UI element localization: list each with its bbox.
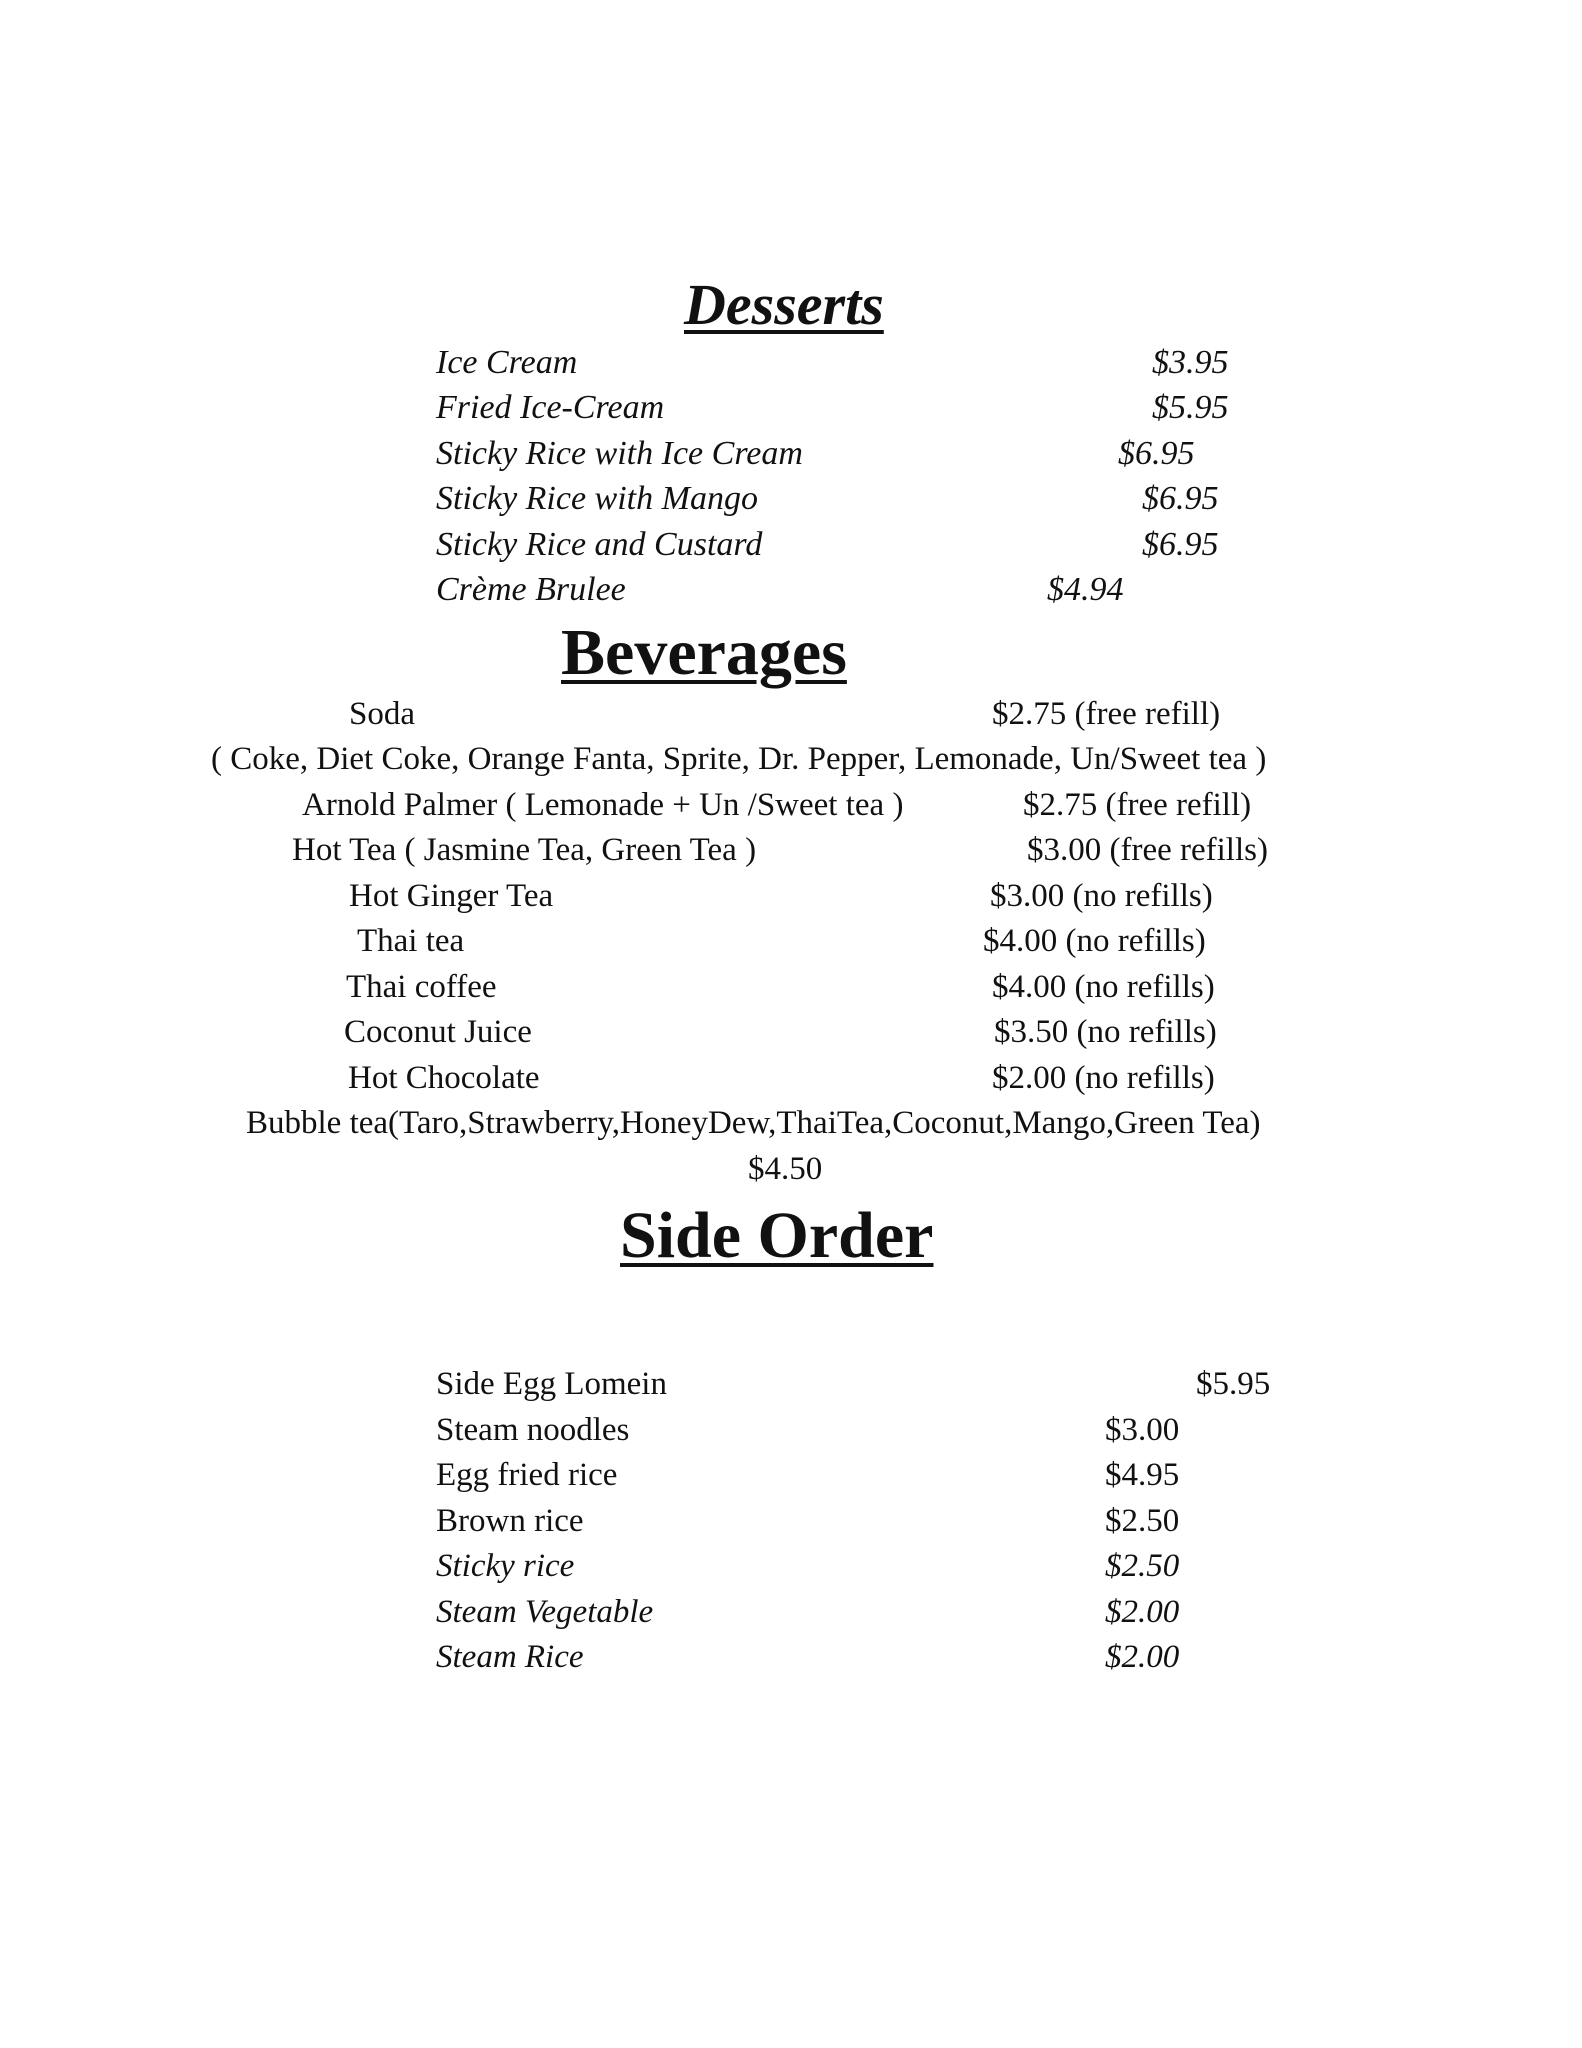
side-item-price: $3.00 — [1105, 1412, 1180, 1448]
dessert-item-name: Sticky Rice with Ice Cream — [436, 435, 803, 472]
side-item-price: $2.00 — [1105, 1594, 1180, 1630]
side-item-price: $2.50 — [1105, 1503, 1180, 1539]
side-item-name: Steam Rice — [436, 1639, 584, 1675]
side-item-name: Brown rice — [436, 1503, 584, 1539]
dessert-item-name: Sticky Rice and Custard — [436, 526, 763, 563]
dessert-item-name: Ice Cream — [436, 344, 578, 381]
side-item-name: Side Egg Lomein — [436, 1366, 667, 1402]
beverage-item-name: Soda — [349, 696, 415, 732]
side-order-heading: Side Order — [620, 1199, 934, 1272]
side-item-name: Steam noodles — [436, 1412, 630, 1448]
beverage-item-price: $4.00 (no refills) — [992, 969, 1215, 1005]
side-item-name: Egg fried rice — [436, 1457, 618, 1493]
beverage-item-price: $2.75 (free refill) — [1023, 787, 1252, 823]
dessert-item-name: Fried Ice-Cream — [436, 389, 665, 426]
beverage-item-name: Coconut Juice — [344, 1014, 532, 1050]
beverage-item-name: Bubble tea(Taro,Strawberry,HoneyDew,ThaiTea,Coconut,Mango,Green Tea) — [246, 1105, 1261, 1141]
beverages-heading: Beverages — [561, 616, 847, 689]
dessert-item-name: Sticky Rice with Mango — [436, 480, 758, 517]
dessert-item-price: $5.95 — [1152, 389, 1229, 426]
beverage-item-price: $3.50 (no refills) — [994, 1014, 1217, 1050]
dessert-item-price: $6.95 — [1118, 435, 1195, 472]
beverage-item-price: $3.00 (free refills) — [1027, 832, 1268, 868]
beverage-item-price: $2.75 (free refill) — [992, 696, 1221, 732]
beverage-item-price: $3.00 (no refills) — [990, 878, 1213, 914]
desserts-heading: Desserts — [684, 272, 884, 337]
side-item-price: $2.00 — [1105, 1639, 1180, 1675]
soda-options-text: ( Coke, Diet Coke, Orange Fanta, Sprite, Dr. Pepper, Lemonade, Un/Sweet tea ) — [211, 741, 1267, 777]
side-item-price: $5.95 — [1196, 1366, 1271, 1402]
side-item-price: $4.95 — [1105, 1457, 1180, 1493]
side-item-price: $2.50 — [1105, 1548, 1180, 1584]
beverage-item-name: Hot Tea ( Jasmine Tea, Green Tea ) — [292, 832, 757, 868]
beverage-item-name: Thai tea — [357, 923, 465, 959]
beverage-item-price: $4.00 (no refills) — [983, 923, 1206, 959]
beverage-item-price: $2.00 (no refills) — [992, 1060, 1215, 1096]
dessert-item-price: $3.95 — [1152, 344, 1229, 381]
beverage-item-name: Hot Chocolate — [348, 1060, 540, 1096]
beverage-item-name: Arnold Palmer ( Lemonade + Un /Sweet tea ) — [302, 787, 904, 823]
dessert-item-name: Crème Brulee — [436, 571, 626, 608]
side-item-name: Steam Vegetable — [436, 1594, 654, 1630]
beverage-item-name: Hot Ginger Tea — [349, 878, 554, 914]
beverage-item-name: Thai coffee — [346, 969, 497, 1005]
dessert-item-price: $4.94 — [1047, 571, 1124, 608]
side-item-name: Sticky rice — [436, 1548, 575, 1584]
dessert-item-price: $6.95 — [1142, 526, 1219, 563]
dessert-item-price: $6.95 — [1142, 480, 1219, 517]
beverage-item-price: $4.50 — [748, 1151, 823, 1187]
